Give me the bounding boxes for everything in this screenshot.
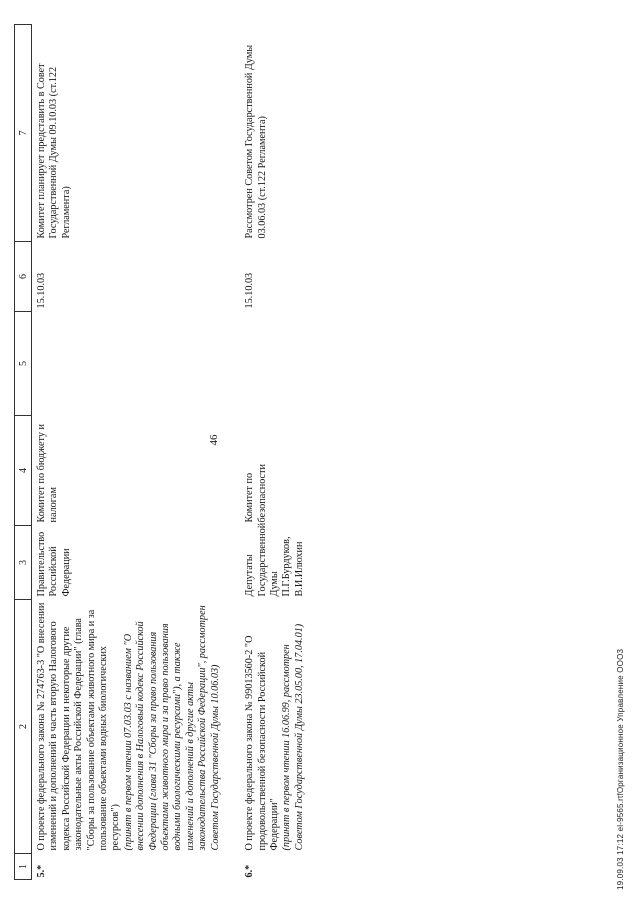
initiator: Депутаты Государственной Думы П.Г.Бурдуков, В.И.Илюхин — [244, 522, 305, 597]
bill-title: О проекте федерального закона № 99013560-2 "О продовольственной безопасности Российской Федерации" — [244, 635, 280, 851]
responsible-committee: Комитет по бюджету и налогам — [36, 424, 60, 523]
bill-description — [32, 600, 241, 854]
column-header: 2 — [15, 600, 32, 854]
bill-description — [240, 600, 324, 854]
row-number: 5.* — [36, 864, 47, 878]
initiator: Правительство Российской Федерации — [36, 531, 72, 597]
bill-title: О проекте федерального закона № 274763-3 "О внесении изменений и дополнений в часть вторую Налогового кодекса Российской Федерации и некоторые другие законодательные акты Российской Федерации" (глава "Сборы за пользование объектами животного мира и за пользование объектами водных биологических ресурсов") — [36, 602, 122, 851]
review-date: 15.10.03 — [36, 272, 47, 309]
review-date: 15.10.03 — [244, 272, 256, 309]
table-row — [32, 25, 241, 880]
column-header: 7 — [15, 25, 32, 242]
status-note: Рассмотрен Советом Государственной Думы 03.06.03 (ст.122 Регламента) — [244, 44, 268, 239]
column-header: 5 — [15, 312, 32, 416]
agenda-table — [14, 24, 324, 880]
responsible-committee: Комитет по безопасности — [244, 464, 268, 523]
row-number: 6.* — [244, 864, 256, 878]
column-5-cell — [32, 312, 241, 416]
column-header: 1 — [15, 854, 32, 880]
status-note: Комитет планирует представить в Совет Государственной Думы 09.10.03 (ст.122 Регламента) — [36, 63, 72, 239]
page-number: 46 — [208, 434, 220, 446]
column-header: 3 — [15, 526, 32, 600]
table-row — [240, 25, 324, 880]
column-5-cell — [240, 312, 324, 416]
footer-filename: 19.09.03 17:12 el-9565.rtfОрганизационное Управление ООО3 — [616, 648, 625, 890]
column-header: 4 — [15, 416, 32, 526]
bill-status-note: (принят в первом чтении 07.03.03 с названием "О внесении дополнения в Налоговый кодекс Российской Федерации (глава 31 "Сборы за право пользования объектами животного мира и за право пользования водными биологическими ресурсами"), а также изменений и дополнений в другие акты законодательства Российской Федерации", рассмотрен Советом Государственной Думы 10.06.03) — [122, 605, 221, 851]
column-header: 6 — [15, 242, 32, 312]
bill-status-note: (принят в первом чтении 16.06.99, рассмотрен Советом Государственной Думы 23.05.00, 17.04.01) — [281, 623, 305, 851]
column-header-row — [15, 25, 32, 880]
